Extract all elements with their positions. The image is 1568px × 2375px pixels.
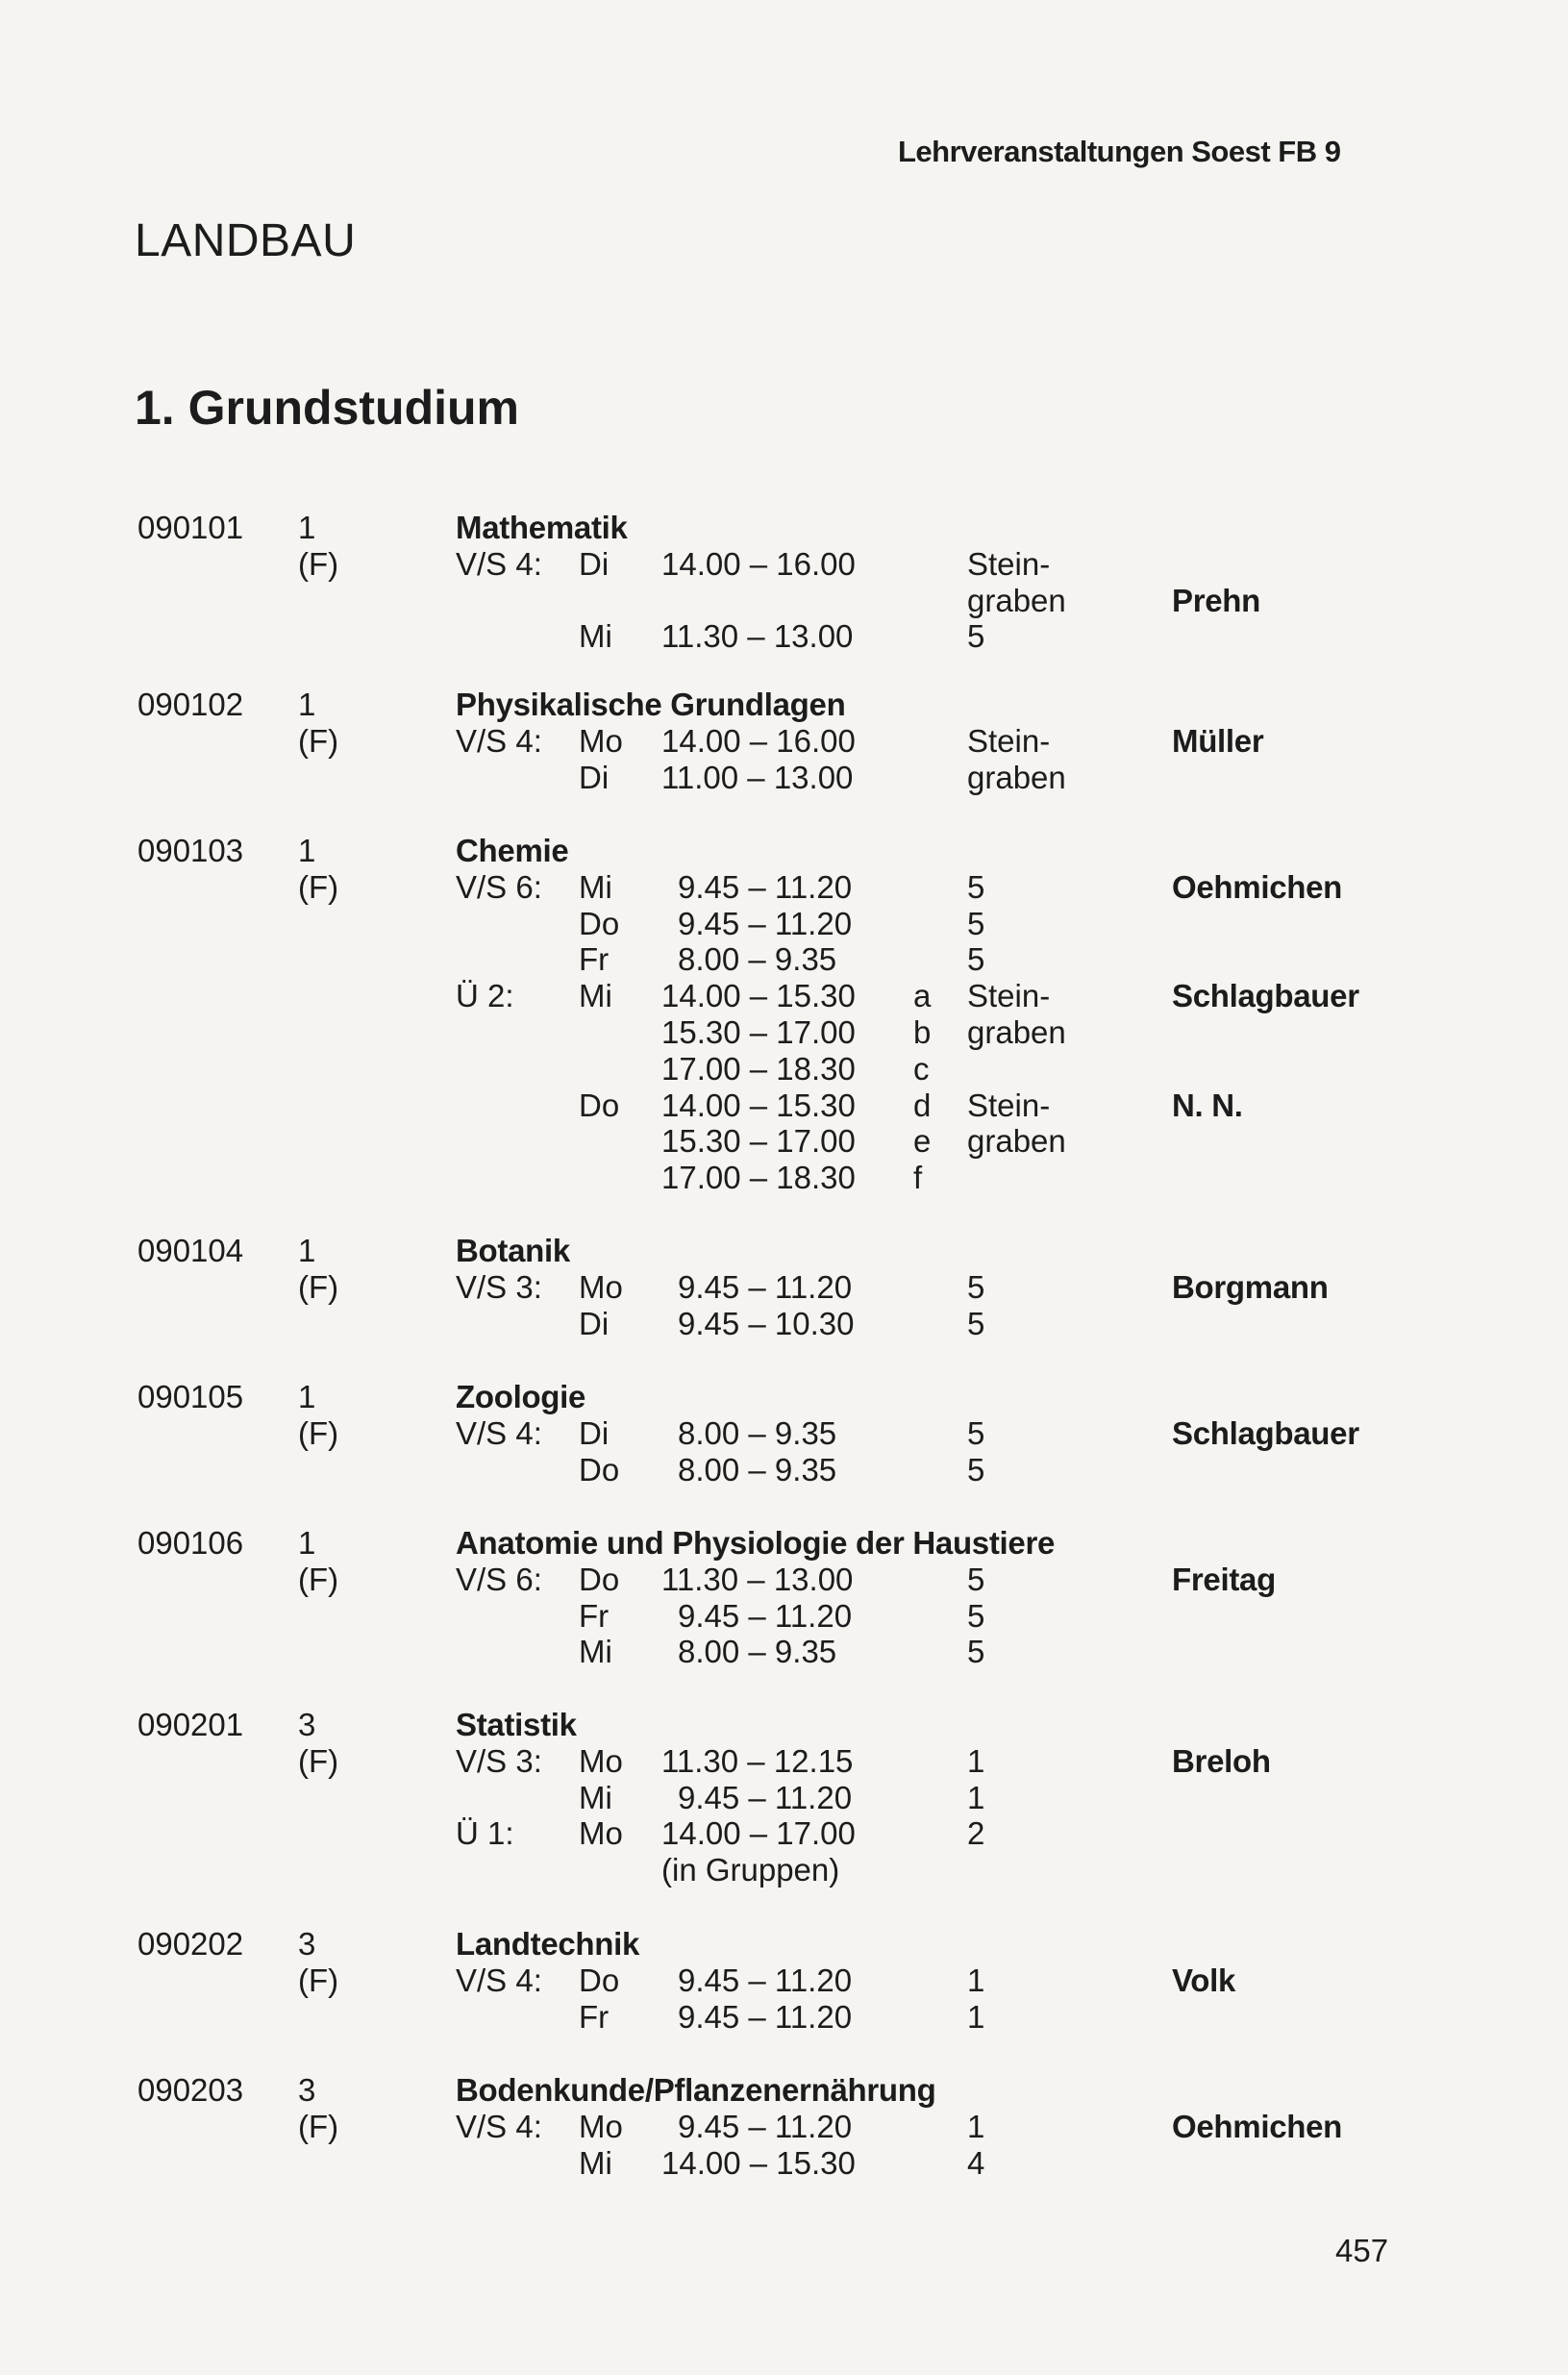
session-day: Di: [579, 759, 610, 795]
course-flag: (F): [298, 1962, 339, 1998]
session-time: 8.00 – 9.35: [678, 1634, 837, 1670]
session-room: graben: [967, 1123, 1066, 1160]
schedule-line: [0, 1088, 1568, 1124]
session-group: f: [913, 1160, 923, 1196]
session-time: 8.00 – 9.35: [678, 1451, 837, 1488]
course-code: 090103: [137, 833, 244, 868]
session-time: 17.00 – 18.30: [661, 1160, 856, 1196]
session-time: 14.00 – 16.00: [661, 545, 856, 582]
running-title: Lehrveranstaltungen Soest FB 9: [898, 135, 1341, 168]
course-header-line: [0, 1233, 1568, 1269]
course-header-line: [0, 510, 1568, 546]
course-header-line: [0, 1379, 1568, 1415]
schedule-line: [0, 723, 1568, 760]
session-room: 1: [967, 1962, 985, 1998]
session-day: Do: [579, 1561, 620, 1597]
course-semester: 1: [298, 1379, 316, 1414]
course-semester: 3: [298, 1926, 316, 1962]
session-time: 9.45 – 10.30: [678, 1305, 855, 1341]
session-time: 14.00 – 15.30: [661, 2144, 856, 2181]
session-day: Fr: [579, 941, 610, 978]
course-semester: 1: [298, 510, 316, 545]
course-title: Chemie: [456, 833, 569, 868]
lecturer-name: N. N.: [1172, 1087, 1243, 1123]
session-day: Mi: [579, 1779, 612, 1815]
course-flag: (F): [298, 722, 339, 759]
session-type: V/S 3:: [456, 1742, 542, 1779]
session-day: Mo: [579, 2108, 623, 2144]
lecturer-name: Schlagbauer: [1172, 978, 1359, 1014]
schedule-line: [0, 906, 1568, 942]
schedule-line: [0, 1962, 1568, 1999]
session-day: Do: [579, 1087, 620, 1123]
session-day: Mo: [579, 1268, 623, 1305]
course-semester: 1: [298, 1233, 316, 1268]
session-day: Di: [579, 1414, 610, 1451]
session-room: 5: [967, 941, 985, 978]
session-room: Stein-: [967, 722, 1051, 759]
session-room: 5: [967, 1561, 985, 1597]
department-title: LANDBAU: [135, 215, 357, 266]
session-room: 5: [967, 868, 985, 905]
course-flag: (F): [298, 1414, 339, 1451]
course-header-line: [0, 833, 1568, 869]
session-room: graben: [967, 582, 1066, 618]
session-room: 5: [967, 1634, 985, 1670]
schedule-line: [0, 1852, 1568, 1888]
course-code: 090203: [137, 2072, 244, 2108]
session-type: V/S 4:: [456, 1414, 542, 1451]
session-day: Mi: [579, 2144, 612, 2181]
session-time: (in Gruppen): [661, 1852, 840, 1888]
session-time: 11.30 – 13.00: [661, 618, 854, 655]
course-code: 090106: [137, 1525, 244, 1561]
session-day: Mi: [579, 978, 612, 1014]
schedule-line: [0, 1415, 1568, 1452]
schedule-line: [0, 1562, 1568, 1598]
session-day: Mi: [579, 868, 612, 905]
course-title: Physikalische Grundlagen: [456, 687, 846, 722]
session-day: Fr: [579, 1597, 610, 1634]
schedule-line: [0, 869, 1568, 906]
course-semester: 3: [298, 1707, 316, 1742]
session-day: Do: [579, 1962, 620, 1998]
course-semester: 1: [298, 687, 316, 722]
course-flag: (F): [298, 1742, 339, 1779]
schedule-line: [0, 1634, 1568, 1670]
course-flag: (F): [298, 1561, 339, 1597]
course-header-line: [0, 1926, 1568, 1962]
schedule-line: [0, 1999, 1568, 2036]
session-room: Stein-: [967, 545, 1051, 582]
course-semester: 3: [298, 2072, 316, 2108]
session-group: b: [913, 1014, 932, 1050]
session-time: 9.45 – 11.20: [678, 1998, 853, 2035]
session-room: 1: [967, 1998, 985, 2035]
session-time: 9.45 – 11.20: [678, 905, 853, 941]
course-code: 090201: [137, 1707, 244, 1742]
course-flag: (F): [298, 868, 339, 905]
course-title: Landtechnik: [456, 1926, 640, 1962]
session-room: 5: [967, 1305, 985, 1341]
lecturer-name: Breloh: [1172, 1742, 1271, 1779]
session-type: V/S 4:: [456, 545, 542, 582]
course-flag: (F): [298, 545, 339, 582]
course-code: 090105: [137, 1379, 244, 1414]
schedule-line: [0, 1051, 1568, 1088]
session-day: Mo: [579, 1815, 623, 1852]
course-code: 090104: [137, 1233, 244, 1268]
session-type: V/S 6:: [456, 1561, 542, 1597]
session-room: 5: [967, 1268, 985, 1305]
schedule-line: [0, 2109, 1568, 2145]
schedule-line: [0, 1014, 1568, 1051]
session-time: 14.00 – 16.00: [661, 722, 856, 759]
course-title: Bodenkunde/Pflanzenernährung: [456, 2072, 936, 2108]
schedule-line: [0, 618, 1568, 655]
schedule-line: [0, 1598, 1568, 1635]
session-time: 14.00 – 15.30: [661, 978, 856, 1014]
session-room: 5: [967, 1451, 985, 1488]
lecturer-name: Borgmann: [1172, 1268, 1329, 1305]
session-day: Mi: [579, 1634, 612, 1670]
session-room: 5: [967, 618, 985, 655]
session-time: 9.45 – 11.20: [678, 1268, 853, 1305]
session-room: 1: [967, 1779, 985, 1815]
schedule-line: [0, 978, 1568, 1014]
course-header-line: [0, 687, 1568, 723]
schedule-line: [0, 1306, 1568, 1342]
course-flag: (F): [298, 1268, 339, 1305]
session-type: V/S 4:: [456, 2108, 542, 2144]
session-day: Mo: [579, 1742, 623, 1779]
course-title: Statistik: [456, 1707, 577, 1742]
session-group: c: [913, 1050, 930, 1087]
lecturer-name: Schlagbauer: [1172, 1414, 1359, 1451]
session-day: Fr: [579, 1998, 610, 2035]
session-type: V/S 4:: [456, 722, 542, 759]
session-time: 11.30 – 12.15: [661, 1742, 854, 1779]
session-time: 14.00 – 17.00: [661, 1815, 856, 1852]
course-semester: 1: [298, 1525, 316, 1561]
lecturer-name: Müller: [1172, 722, 1264, 759]
session-room: 5: [967, 905, 985, 941]
schedule-line: [0, 1780, 1568, 1816]
course-header-line: [0, 1525, 1568, 1562]
course-code: 090101: [137, 510, 244, 545]
session-group: d: [913, 1087, 932, 1123]
course-header-line: [0, 2072, 1568, 2109]
schedule-line: [0, 1269, 1568, 1306]
session-time: 15.30 – 17.00: [661, 1123, 856, 1160]
page-number: 457: [1335, 2233, 1389, 2268]
session-time: 8.00 – 9.35: [678, 1414, 837, 1451]
session-day: Do: [579, 1451, 620, 1488]
lecturer-name: Oehmichen: [1172, 868, 1343, 905]
session-time: 9.45 – 11.20: [678, 1779, 853, 1815]
session-type: V/S 3:: [456, 1268, 542, 1305]
session-room: 5: [967, 1414, 985, 1451]
lecturer-name: Freitag: [1172, 1561, 1276, 1597]
session-type: Ü 1:: [456, 1815, 514, 1852]
session-room: 2: [967, 1815, 985, 1852]
session-type: V/S 6:: [456, 868, 542, 905]
lecturer-name: Volk: [1172, 1962, 1236, 1998]
session-time: 9.45 – 11.20: [678, 2108, 853, 2144]
session-group: a: [913, 978, 932, 1014]
session-time: 11.00 – 13.00: [661, 759, 854, 795]
session-day: Mo: [579, 722, 623, 759]
session-time: 9.45 – 11.20: [678, 868, 853, 905]
session-group: e: [913, 1123, 932, 1160]
course-code: 090202: [137, 1926, 244, 1962]
session-room: 1: [967, 2108, 985, 2144]
course-code: 090102: [137, 687, 244, 722]
session-type: V/S 4:: [456, 1962, 542, 1998]
session-room: Stein-: [967, 978, 1051, 1014]
schedule-line: [0, 583, 1568, 619]
schedule-line: [0, 1815, 1568, 1852]
session-day: Di: [579, 1305, 610, 1341]
session-time: 11.30 – 13.00: [661, 1561, 854, 1597]
course-title: Zoologie: [456, 1379, 586, 1414]
session-room: graben: [967, 1014, 1066, 1050]
schedule-line: [0, 2145, 1568, 2182]
session-day: Do: [579, 905, 620, 941]
schedule-line: [0, 1743, 1568, 1780]
schedule-line: [0, 1123, 1568, 1160]
schedule-line: [0, 941, 1568, 978]
session-type: Ü 2:: [456, 978, 514, 1014]
course-header-line: [0, 1707, 1568, 1743]
session-time: 15.30 – 17.00: [661, 1014, 856, 1050]
section-title: 1. Grundstudium: [135, 381, 519, 435]
session-day: Mi: [579, 618, 612, 655]
session-time: 9.45 – 11.20: [678, 1597, 853, 1634]
schedule-line: [0, 546, 1568, 583]
session-time: 17.00 – 18.30: [661, 1050, 856, 1087]
lecturer-name: Oehmichen: [1172, 2108, 1343, 2144]
course-title: Botanik: [456, 1233, 570, 1268]
session-time: 9.45 – 11.20: [678, 1962, 853, 1998]
session-day: Di: [579, 545, 610, 582]
course-flag: (F): [298, 2108, 339, 2144]
schedule-line: [0, 760, 1568, 796]
course-semester: 1: [298, 833, 316, 868]
session-time: 14.00 – 15.30: [661, 1087, 856, 1123]
schedule-line: [0, 1452, 1568, 1488]
session-room: graben: [967, 759, 1066, 795]
session-room: 1: [967, 1742, 985, 1779]
course-title: Anatomie und Physiologie der Haustiere: [456, 1525, 1056, 1561]
session-time: 8.00 – 9.35: [678, 941, 837, 978]
course-title: Mathematik: [456, 510, 628, 545]
schedule-line: [0, 1160, 1568, 1196]
lecturer-name: Prehn: [1172, 582, 1261, 618]
session-room: 4: [967, 2144, 985, 2181]
session-room: Stein-: [967, 1087, 1051, 1123]
session-room: 5: [967, 1597, 985, 1634]
